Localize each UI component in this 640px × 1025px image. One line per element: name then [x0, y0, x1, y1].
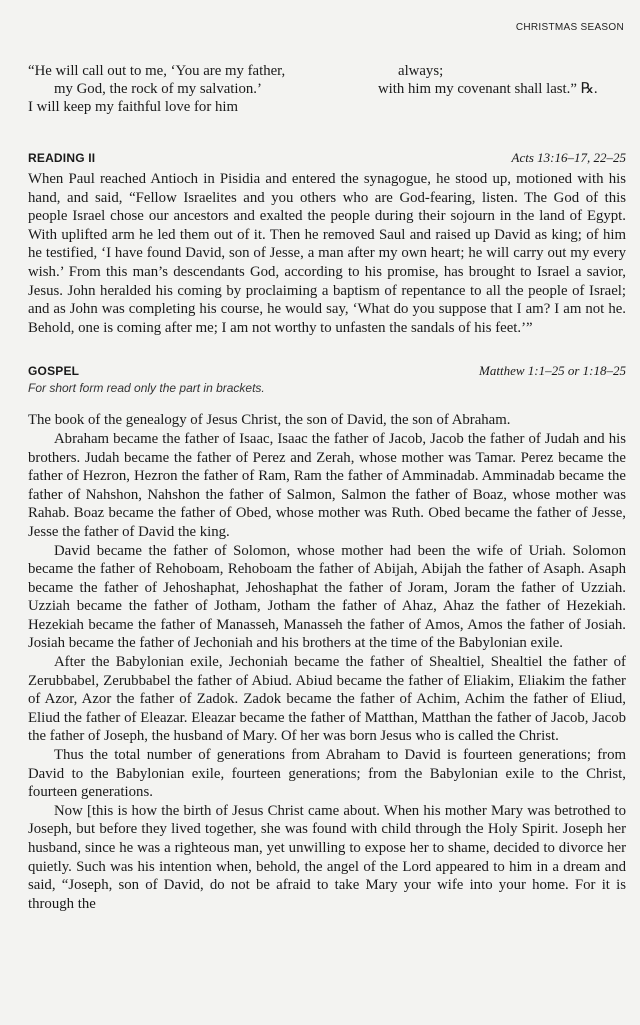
- page-content: [28, 62, 626, 913]
- gospel-paragraph-3: David became the father of Solomon, whose mother had been the wife of Uriah. Solomon became the father of Rehoboam, Rehoboam the father of Abijah, Abijah the father of Asaph. Asaph became the father of Jehoshaphat, Jehoshaphat the father of Joram, Joram the father of Uzziah. Uzziah became the father of Jotham, Jotham the father of Ahaz, Ahaz the father of Hezekiah. Hezekiah became the father of Manasseh, Manasseh the father of Amos, Amos the father of Josiah. Josiah became the father of Jechoniah and his brothers at the time of the Babylonian exile.: [28, 542, 626, 652]
- short-form-note: For short form read only the part in brackets.: [28, 381, 265, 396]
- psalm-line-3: I will keep my faithful love for him: [28, 99, 238, 115]
- gospel-paragraph-5: Thus the total number of generations from Abraham to David is fourteen generations; from David to the Babylonian exile, fourteen generations; from the Babylonian exile to the Christ, fourteen generations.: [28, 747, 626, 801]
- reading-2-text: When Paul reached Antioch in Pisidia and entered the synagogue, he stood up, motioned with his hand, and said, “Fellow Israelites and you others who are God-fearing, listen. The God of this people Israel chose our ancestors and exalted the people during their sojourn in the land of Egypt. With uplifted arm he led them out of it. Then he removed Saul and raised up David as king; of him he testified, ‘I have found David, son of Jesse, a man after my own heart; he will carry out my every wish.’ From this man’s descendants God, according to his promise, has brought to Israel a savior, Jesus. John heralded his coming by proclaiming a baptism of repentance to all the people of Israel; and as John was completing his course, he would say, ‘What do you suppose that I am? I am not he. Behold, one is coming after me; I am not worthy to unfasten the sandals of his feet.’”: [28, 171, 626, 336]
- gospel-paragraph-6: Now [this is how the birth of Jesus Christ came about. When his mother Mary was betrothed to Joseph, but before they lived together, she was found with child through the Holy Spirit. Joseph her husband, since he was a righteous man, yet unwilling to expose her to shame, decided to divorce her quietly. Such was his intention when, behold, the angel of the Lord appeared to him in a dream and said, “Joseph, son of David, do not be afraid to take Mary your wife into your home. For it is through the: [28, 802, 626, 912]
- gospel-paragraph-4: After the Babylonian exile, Jechoniah became the father of Shealtiel, Shealtiel the father of Zerubbabel, Zerubbabel the father of Abiud. Abiud became the father of Eliakim, Eliakim the father of Azor, Azor the father of Zadok. Zadok became the father of Achim, Achim the father of Eliud, Eliud the father of Eleazar. Eleazar became the father of Matthan, Matthan the father of Jacob, Jacob the father of Joseph, the husband of Mary. Of her was born Jesus who is called the Christ.: [28, 654, 626, 745]
- gospel-paragraph-2: Abraham became the father of Isaac, Isaac the father of Jacob, Jacob the father of Judah and his brothers. Judah became the father of Perez and Zerah, whose mother was Tamar. Perez became the father of Hezron, Hezron the father of Ram, Ram the father of Amminadab. Amminadab became the father of Nahshon, Nahshon the father of Salmon, Salmon the father of Boaz, whose mother was Rahab. Boaz became the father of Obed, whose mother was Ruth. Obed became the father of Jesse, Jesse the father of David the king.: [28, 430, 626, 540]
- gospel-title: GOSPEL: [28, 364, 80, 379]
- gospel-heading: [28, 363, 626, 379]
- psalm-excerpt: [28, 62, 626, 116]
- gospel-reference: Matthew 1:1–25 or 1:18–25: [479, 363, 626, 379]
- running-header: CHRISTMAS SEASON: [515, 22, 624, 33]
- psalm-line-1: “He will call out to me, ‘You are my father,: [28, 63, 286, 79]
- psalm-line-2: my God, the rock of my salvation.’: [54, 81, 262, 97]
- reading-2-reference: Acts 13:16–17, 22–25: [511, 150, 626, 165]
- reading-2-heading: [28, 150, 626, 166]
- psalm-line-2-right: with him my covenant shall last.” ℞.: [378, 81, 598, 97]
- gospel-paragraph-1: The book of the genealogy of Jesus Christ, the son of David, the son of Abraham.: [28, 412, 511, 429]
- psalm-line-1-right: always;: [398, 63, 444, 79]
- reading-2-title: READING II: [28, 151, 96, 165]
